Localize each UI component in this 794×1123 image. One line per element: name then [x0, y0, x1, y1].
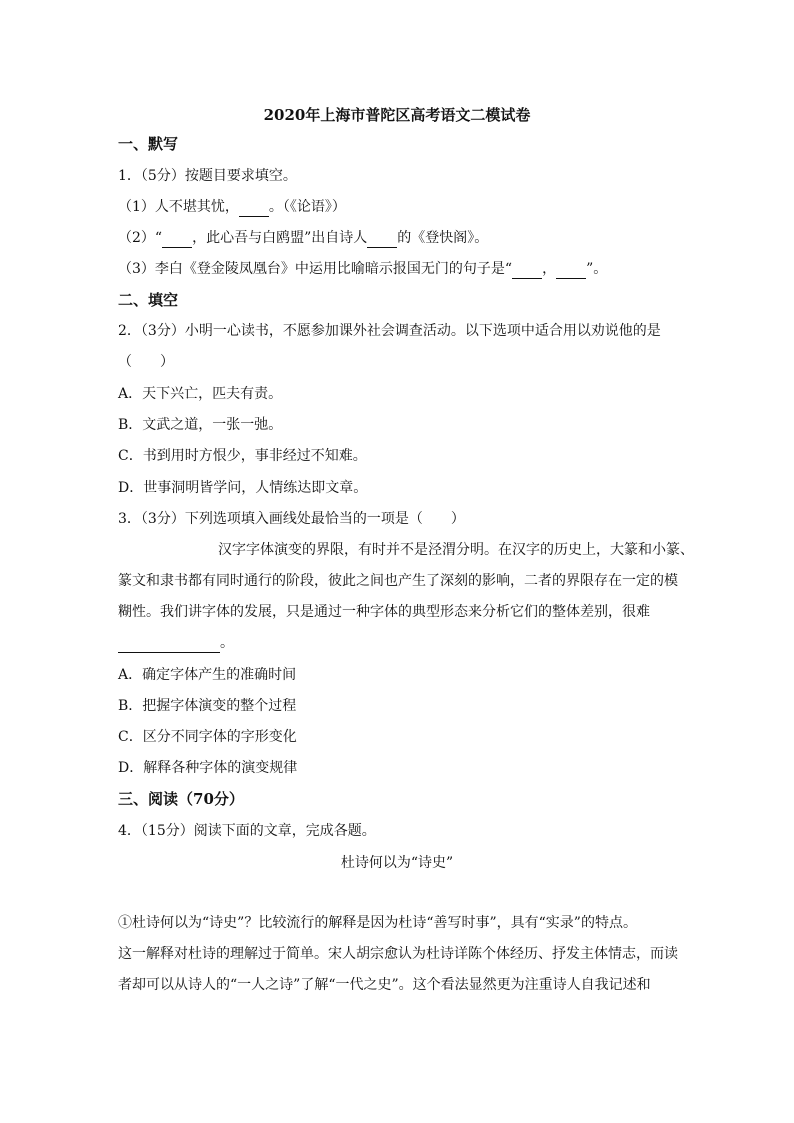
article-line-2: 这一解释对杜诗的理解过于简单。宋人胡宗愈认为杜诗详陈个体经历、抒发主体情志，而读 — [118, 946, 678, 962]
q3-option-c: C．区分不同字体的字形变化 — [118, 729, 297, 745]
q1-p2-text-b: ，此心吾与白鸥盟”出自诗人 — [192, 230, 368, 246]
q1-p2-text-c: 的《登快阁》。 — [397, 230, 489, 246]
q2-option-a: A．天下兴亡，匹夫有责。 — [118, 386, 283, 402]
q1-p1-text-a: （1）人不堪其忧， — [118, 199, 239, 215]
q3-option-d: D．解释各种字体的演变规律 — [118, 760, 298, 776]
q1-p3-text-a: （3）李白《登金陵凤凰台》中运用比喻暗示报国无门的句子是“ — [118, 261, 513, 277]
answer-blank — [512, 260, 542, 279]
section-heading-1: 一、默写 — [118, 135, 179, 153]
q1-p1-text-b: 。（《论语》） — [268, 199, 346, 215]
question-1-part-2 — [118, 229, 488, 248]
question-1-stem: 1．（5分）按题目要求填空。 — [118, 168, 297, 184]
q3-option-a: A．确定字体产生的准确时间 — [118, 667, 297, 683]
section-heading-2: 二、填空 — [118, 291, 179, 309]
q3-passage-line-1: 汉字字体演变的界限，有时并不是泾渭分明。在汉字的历史上，大篆和小篆、 — [218, 542, 694, 558]
question-1-part-1 — [118, 198, 346, 217]
q1-p2-text-a: （2）“ — [118, 230, 163, 246]
answer-blank — [556, 260, 586, 279]
q3-passage-line-2: 篆文和隶书都有同时通行的阶段，彼此之间也产生了深刻的影响，二者的界限存在一定的模 — [118, 573, 678, 589]
q1-p3-text-c: ”。 — [586, 261, 608, 277]
section-heading-3: 三、阅读（70分） — [118, 790, 244, 808]
question-4-stem: 4．（15分）阅读下面的文章，完成各题。 — [118, 823, 376, 839]
article-line-1: ①杜诗何以为“诗史”？比较流行的解释是因为杜诗“善写时事”，具有“实录”的特点。 — [118, 915, 637, 931]
q1-p3-text-b: ， — [542, 261, 557, 277]
question-1-part-3 — [118, 260, 607, 279]
page-title: 2020年上海市普陀区高考语文二模试卷 — [263, 106, 531, 124]
question-2-stem: 2．（3分）小明一心读书，不愿参加课外社会调查活动。以下选项中适合用以劝说他的是 — [118, 323, 661, 339]
answer-blank — [239, 198, 269, 217]
q3-passage-end: 。 — [220, 635, 234, 651]
answer-blank — [162, 229, 192, 248]
q2-option-d: D．世事洞明皆学问，人情练达即文章。 — [118, 480, 368, 496]
q2-option-c: C．书到用时方恨少，事非经过不知难。 — [118, 448, 367, 464]
q2-option-b: B．文武之道，一张一弛。 — [118, 417, 283, 433]
q3-passage-line-4 — [118, 634, 234, 653]
question-2-paren: （ ） — [118, 354, 174, 370]
q3-option-b: B．把握字体演变的整个过程 — [118, 698, 297, 714]
q3-passage-line-3: 糊性。我们讲字体的发展，只是通过一种字体的典型形态来分析它们的整体差别，很难 — [118, 604, 650, 620]
article-line-3: 者却可以从诗人的“一人之诗”了解“一代之史”。这个看法显然更为注重诗人自我记述和 — [118, 977, 651, 993]
article-title: 杜诗何以为“诗史” — [340, 855, 454, 871]
answer-blank — [118, 634, 220, 653]
answer-blank — [367, 229, 397, 248]
question-3-stem: 3．（3分）下列选项填入画线处最恰当的一项是（ ） — [118, 511, 465, 527]
